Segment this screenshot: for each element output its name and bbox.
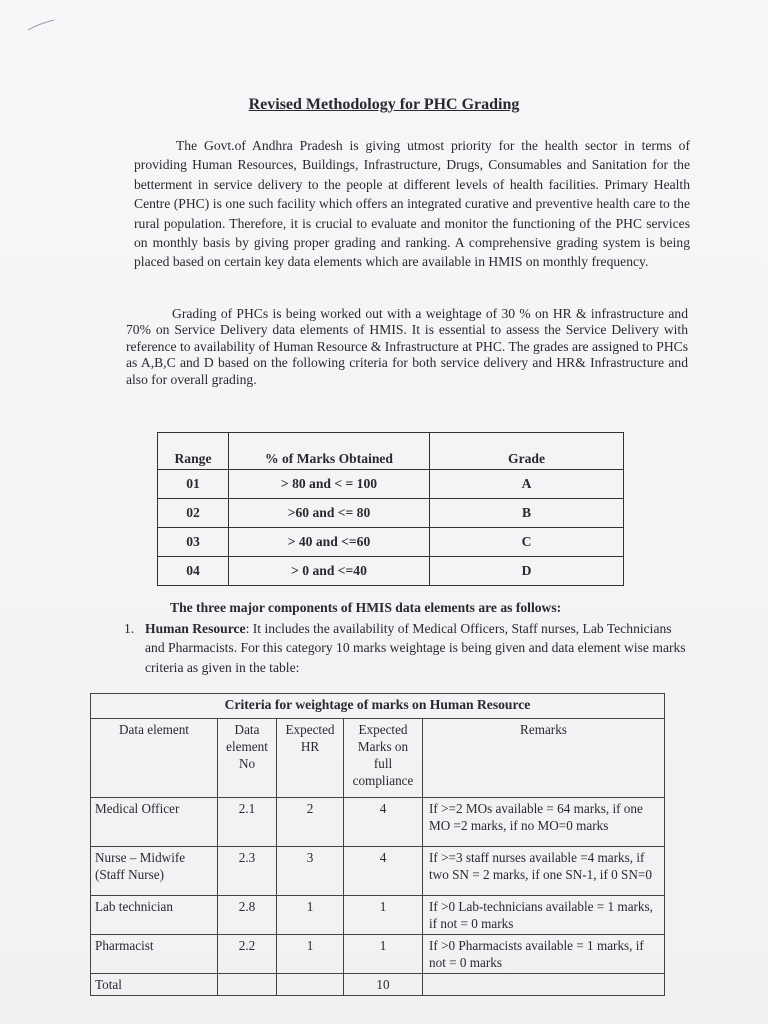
- expected-hr-cell: 1: [277, 896, 344, 935]
- hr-section-label: Human Resource: [145, 621, 246, 636]
- data-element-no-cell: 2.8: [218, 896, 277, 935]
- range-cell: 04: [158, 557, 229, 586]
- header-marks: % of Marks Obtained: [229, 433, 430, 470]
- grading-paragraph: Grading of PHCs is being worked out with a weightage of 30 % on HR & infrastructure and 70% on Service Delivery data elements of HMIS. It is essential to assess the Service Delivery with reference to availability of Human Resource & Infrastructure at PHC. The grades are assigned to PHCs as A,B,C and D based on the following criteria for both service delivery and HR& Infrastructure and also for overall grading.: [126, 306, 688, 387]
- total-label: Total: [91, 974, 218, 996]
- header-grade: Grade: [430, 433, 624, 470]
- hr-criteria-table: [90, 693, 665, 996]
- table-row: [158, 499, 624, 528]
- pen-mark: [26, 18, 56, 32]
- hr-table-caption-row: [91, 694, 665, 719]
- components-heading: The three major components of HMIS data elements are as follows:: [170, 600, 562, 615]
- document-title: Revised Methodology for PHC Grading: [248, 96, 520, 113]
- expected-marks-cell: 1: [344, 896, 423, 935]
- list-number: 1.: [124, 621, 135, 636]
- data-element-no-cell: 2.3: [218, 847, 277, 896]
- hr-table-caption: Criteria for weightage of marks on Human Resource: [91, 694, 665, 719]
- remarks-cell: If >=3 staff nurses available =4 marks, if two SN = 2 marks, if one SN-1, if 0 SN=0: [423, 847, 665, 896]
- marks-cell: > 80 and < = 100: [229, 470, 430, 499]
- expected-marks-cell: 4: [344, 798, 423, 847]
- grade-cell: C: [430, 528, 624, 557]
- header-remarks: Remarks: [423, 719, 665, 798]
- table-row: [158, 470, 624, 499]
- hr-section-paragraph: [124, 619, 686, 677]
- grade-table-header: [158, 433, 624, 470]
- expected-hr-cell: 2: [277, 798, 344, 847]
- grade-table: [157, 432, 624, 586]
- table-row: [91, 935, 665, 974]
- data-element-no-cell: 2.1: [218, 798, 277, 847]
- marks-cell: >60 and <= 80: [229, 499, 430, 528]
- marks-cell: > 0 and <=40: [229, 557, 430, 586]
- expected-marks-cell: 4: [344, 847, 423, 896]
- table-row: [158, 528, 624, 557]
- hr-section-text: [124, 619, 686, 677]
- total-row: [91, 974, 665, 996]
- header-expected-hr: Expected HR: [277, 719, 344, 798]
- remarks-cell: If >=2 MOs available = 64 marks, if one MO =2 marks, if no MO=0 marks: [423, 798, 665, 847]
- data-element-cell: Medical Officer: [91, 798, 218, 847]
- data-element-cell: Pharmacist: [91, 935, 218, 974]
- table-row: [91, 847, 665, 896]
- header-data-element-no: Data element No: [218, 719, 277, 798]
- remarks-cell: If >0 Lab-technicians available = 1 marks, if not = 0 marks: [423, 896, 665, 935]
- table-row: [158, 557, 624, 586]
- hr-table-header: [91, 719, 665, 798]
- grade-cell: A: [430, 470, 624, 499]
- marks-cell: > 40 and <=60: [229, 528, 430, 557]
- header-range: Range: [158, 433, 229, 470]
- data-element-cell: Nurse – Midwife (Staff Nurse): [91, 847, 218, 896]
- range-cell: 02: [158, 499, 229, 528]
- total-marks: 10: [344, 974, 423, 996]
- data-element-no-cell: 2.2: [218, 935, 277, 974]
- expected-hr-cell: 3: [277, 847, 344, 896]
- hr-section-body: : It includes the availability of Medical Officers, Staff nurses, Lab Technicians and Pharmacists. For this category 10 marks weightage is being given and data element wise marks criteria as given in the table:: [145, 621, 686, 675]
- empty-cell: [218, 974, 277, 996]
- table-row: [91, 798, 665, 847]
- remarks-cell: If >0 Pharmacists available = 1 marks, if not = 0 marks: [423, 935, 665, 974]
- grade-cell: B: [430, 499, 624, 528]
- intro-paragraph: The Govt.of Andhra Pradesh is giving utmost priority for the health sector in terms of providing Human Resources, Buildings, Infrastructure, Drugs, Consumables and Sanitation for the betterment in service delivery to the people at different levels of health facilities. Primary Health Centre (PHC) is one such facility which offers an integrated curative and preventive health care to the rural population. Therefore, it is crucial to evaluate and monitor the functioning of the PHC services on monthly basis by giving proper grading and ranking. A comprehensive grading system is being placed based on certain key data elements which are available in HMIS on monthly frequency.: [134, 138, 690, 270]
- grade-cell: D: [430, 557, 624, 586]
- range-cell: 01: [158, 470, 229, 499]
- data-element-cell: Lab technician: [91, 896, 218, 935]
- range-cell: 03: [158, 528, 229, 557]
- header-expected-marks: Expected Marks on full compliance: [344, 719, 423, 798]
- table-row: [91, 896, 665, 935]
- empty-cell: [277, 974, 344, 996]
- expected-hr-cell: 1: [277, 935, 344, 974]
- header-data-element: Data element: [91, 719, 218, 798]
- expected-marks-cell: 1: [344, 935, 423, 974]
- empty-cell: [423, 974, 665, 996]
